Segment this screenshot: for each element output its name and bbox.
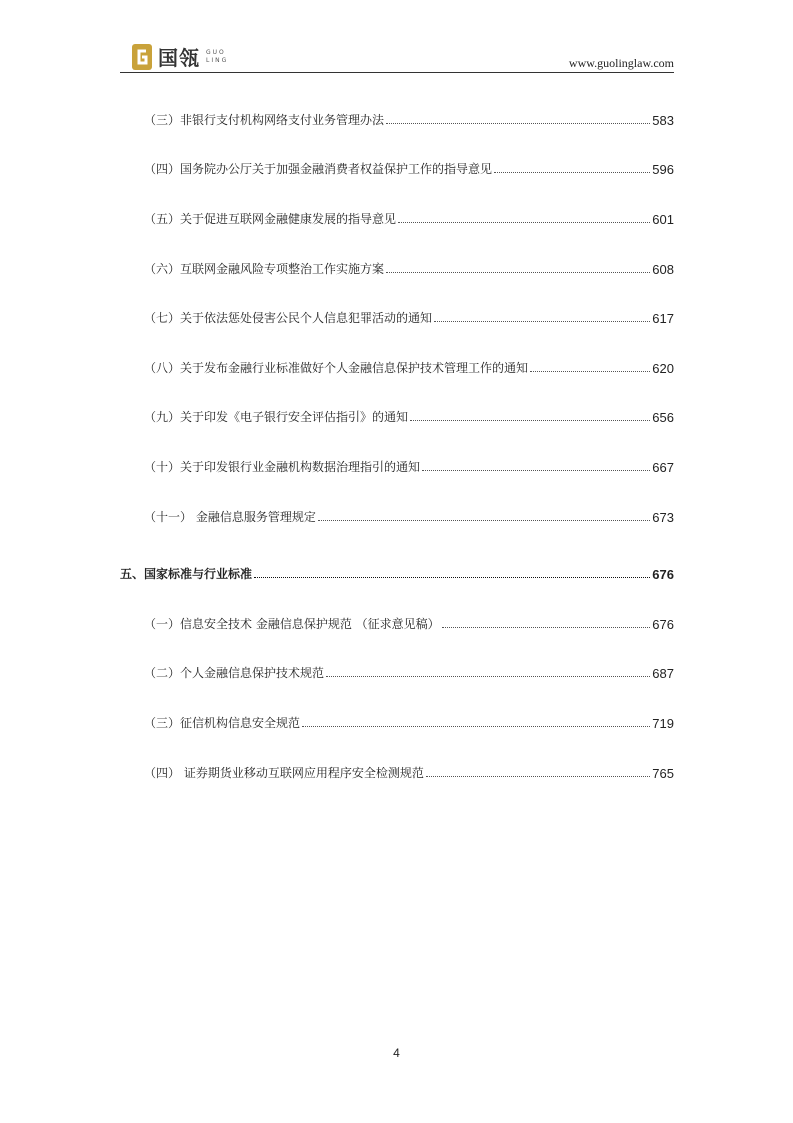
toc-entry-page: 601 <box>652 212 674 227</box>
dot-leader <box>434 321 650 322</box>
toc-entry-title: （十一） 金融信息服务管理规定 <box>144 510 316 524</box>
dot-leader <box>386 123 650 124</box>
toc-entry[interactable] <box>120 661 674 681</box>
toc-entry[interactable] <box>120 257 674 277</box>
toc-entry[interactable] <box>120 306 674 326</box>
toc-entry[interactable] <box>120 761 674 781</box>
toc-entry-page: 617 <box>652 311 674 326</box>
logo <box>132 42 228 71</box>
toc-entry[interactable] <box>120 207 674 227</box>
toc-entry-page: 620 <box>652 361 674 376</box>
toc-entry-title: （四）国务院办公厅关于加强金融消费者权益保护工作的指导意见 <box>144 162 493 176</box>
dot-leader <box>318 520 650 521</box>
toc-entry-title: （七）关于依法惩处侵害公民个人信息犯罪活动的通知 <box>144 311 433 325</box>
toc-entry-page: 676 <box>652 617 674 632</box>
toc-entry[interactable] <box>120 711 674 731</box>
toc-entry[interactable] <box>120 405 674 425</box>
toc-entry-page: 687 <box>652 666 674 681</box>
logo-icon <box>132 44 152 70</box>
toc-entry-title: （八）关于发布金融行业标准做好个人金融信息保护技术管理工作的通知 <box>144 361 529 375</box>
toc-entry-page: 719 <box>652 716 674 731</box>
dot-leader <box>422 470 650 471</box>
page-number: 4 <box>393 1046 400 1060</box>
toc-entry-page: 667 <box>652 460 674 475</box>
toc-entry[interactable] <box>120 157 674 177</box>
toc-entry-title: （三）非银行支付机构网络支付业务管理办法 <box>144 113 385 127</box>
dot-leader <box>254 577 650 578</box>
page-header <box>120 38 674 74</box>
toc-entry[interactable] <box>120 356 674 376</box>
toc-entry-page: 676 <box>652 567 674 582</box>
toc-entry-page: 673 <box>652 510 674 525</box>
website-link[interactable]: www.guolinglaw.com <box>568 56 674 70</box>
dot-leader <box>410 420 650 421</box>
toc-entry[interactable] <box>120 455 674 475</box>
toc-entry-page: 583 <box>652 113 674 128</box>
dot-leader <box>398 222 650 223</box>
header-divider <box>120 72 674 73</box>
dot-leader <box>302 726 650 727</box>
toc-entry-title: （五）关于促进互联网金融健康发展的指导意见 <box>144 212 397 226</box>
dot-leader <box>326 676 650 677</box>
toc-entry-title: （六）互联网金融风险专项整治工作实施方案 <box>144 262 385 276</box>
toc-entry[interactable] <box>120 562 674 582</box>
toc-entry[interactable] <box>120 612 674 632</box>
toc-entry-page: 596 <box>652 162 674 177</box>
toc-entry-title: （十）关于印发银行业金融机构数据治理指引的通知 <box>144 460 421 474</box>
toc-entry-title: （九）关于印发《电子银行安全评估指引》的通知 <box>144 410 409 424</box>
toc-entry-title: （三）征信机构信息安全规范 <box>144 716 301 730</box>
dot-leader <box>386 272 650 273</box>
toc-entry-page: 608 <box>652 262 674 277</box>
dot-leader <box>530 371 650 372</box>
dot-leader <box>426 776 650 777</box>
toc-entry-title: （二）个人金融信息保护技术规范 <box>144 666 325 680</box>
dot-leader <box>494 172 650 173</box>
toc-entry-page: 656 <box>652 410 674 425</box>
toc-entry-page: 765 <box>652 766 674 781</box>
logo-subtext: GUO LING <box>206 48 229 64</box>
toc-entry-title: （一）信息安全技术 金融信息保护规范 （征求意见稿） <box>144 617 440 631</box>
toc-entry[interactable] <box>120 505 674 525</box>
toc-entry-title: 五、国家标准与行业标准 <box>120 567 253 581</box>
dot-leader <box>442 627 651 628</box>
toc-entry-title: （四） 证券期货业移动互联网应用程序安全检测规范 <box>144 766 424 780</box>
logo-text: 国瓴 <box>158 46 200 70</box>
toc-entry[interactable] <box>120 108 674 128</box>
